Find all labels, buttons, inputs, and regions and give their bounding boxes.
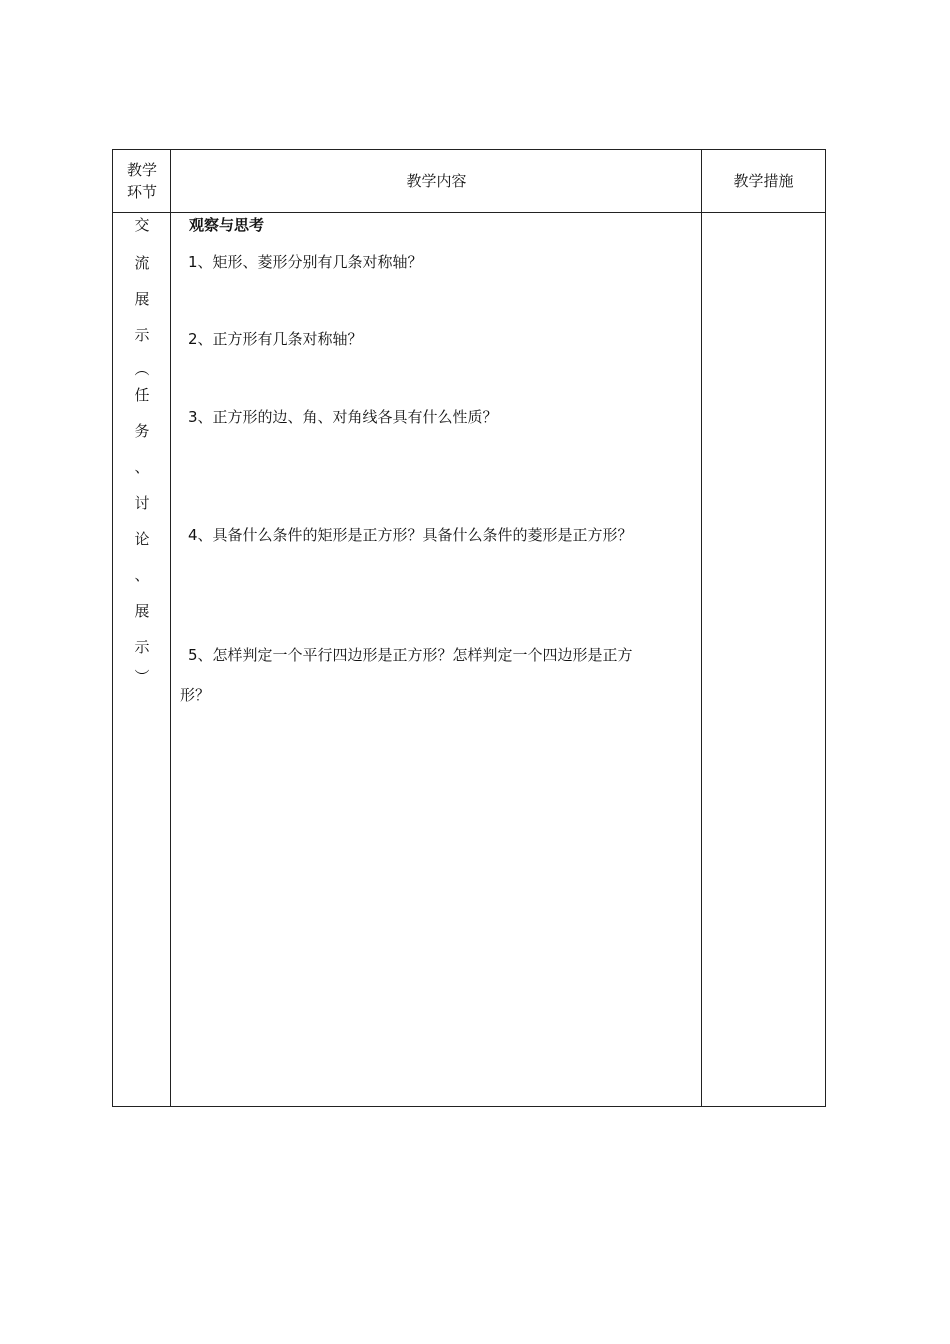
lesson-table (112, 149, 826, 1107)
header-measures-label: 教学措施 (733, 172, 794, 190)
header-measures-cell (702, 150, 825, 212)
section-title: 观察与思考 (189, 216, 265, 234)
question-5: 5、怎样判定一个平行四边形是正方形？怎样判定一个四边形是正方 (188, 646, 633, 664)
stage-char: 论 (134, 530, 150, 548)
stage-char: ︵ (134, 360, 150, 378)
stage-char: 务 (134, 422, 150, 440)
stage-char: 示 (134, 638, 150, 656)
question-3: 3、正方形的边、角、对角线各具有什么性质？ (188, 408, 498, 426)
column-divider-measures (701, 150, 702, 1106)
header-stage-line1: 教学 (126, 161, 157, 179)
stage-char: 示 (134, 326, 150, 344)
header-stage-line2: 环节 (126, 183, 157, 201)
question-2: 2、正方形有几条对称轴？ (188, 330, 363, 348)
question-4: 4、具备什么条件的矩形是正方形？具备什么条件的菱形是正方形？ (188, 526, 633, 544)
stage-char: 展 (134, 602, 150, 620)
stage-char: 交 (134, 216, 150, 234)
stage-char: ︶ (134, 668, 150, 686)
stage-char: 任 (134, 386, 150, 404)
header-divider (113, 212, 825, 213)
question-5-continued: 形？ (180, 686, 211, 704)
header-stage-cell (113, 150, 171, 212)
header-content-label: 教学内容 (406, 172, 467, 190)
stage-char: 讨 (134, 494, 150, 512)
question-1: 1、矩形、菱形分别有几条对称轴？ (188, 253, 423, 271)
header-content-cell (171, 150, 702, 212)
stage-char: 展 (134, 290, 150, 308)
stage-char: 、 (134, 458, 150, 476)
stage-char: 、 (134, 566, 150, 584)
stage-char: 流 (134, 254, 150, 272)
